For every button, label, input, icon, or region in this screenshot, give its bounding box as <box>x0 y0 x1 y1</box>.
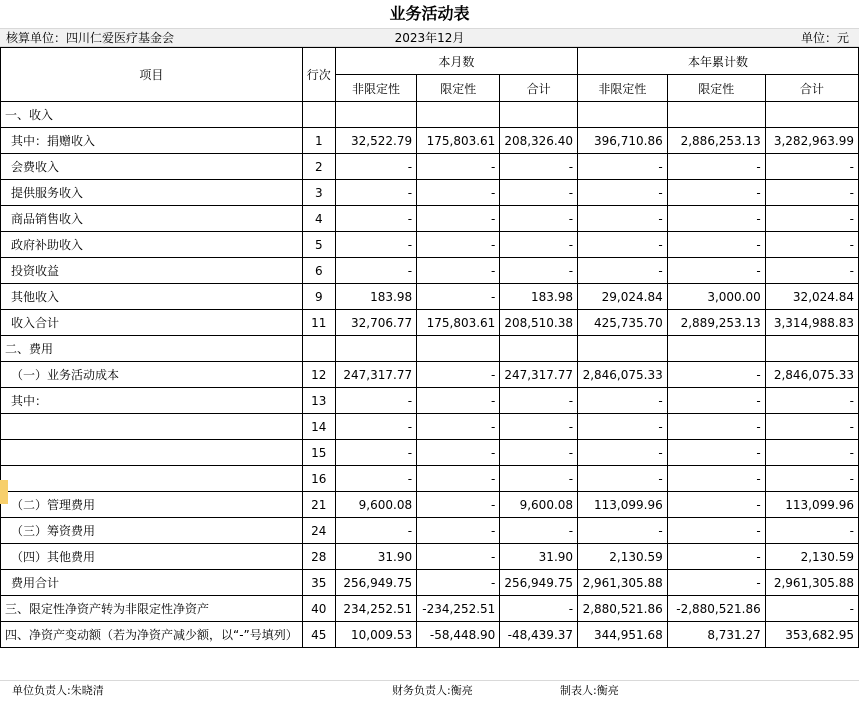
month-unrestricted-cell[interactable]: - <box>335 466 416 492</box>
ytd-restricted-cell[interactable]: -2,880,521.86 <box>667 596 765 622</box>
row-label-cell[interactable]: 四、净资产变动额（若为净资产减少额，以“-”号填列） <box>1 622 303 648</box>
footer-preparer: 制表人:衡亮 <box>560 684 619 697</box>
month-unrestricted-cell[interactable]: - <box>335 180 416 206</box>
month-unrestricted-cell[interactable] <box>335 102 416 128</box>
ytd-restricted-cell[interactable]: - <box>667 154 765 180</box>
row-label-cell[interactable]: 收入合计 <box>1 310 303 336</box>
table-row <box>1 102 859 128</box>
report-title: 业务活动表 <box>389 4 470 23</box>
ytd-total-cell[interactable]: 3,314,988.83 <box>765 310 858 336</box>
row-label-cell[interactable]: 其中： <box>1 388 303 414</box>
ytd-total-cell[interactable]: - <box>765 466 858 492</box>
ytd-total-cell[interactable]: - <box>765 414 858 440</box>
header-ytd[interactable]: 本年累计数 <box>578 48 859 75</box>
table-row <box>1 544 859 570</box>
ytd-restricted-cell[interactable]: - <box>667 206 765 232</box>
row-label-cell[interactable]: 一、收入 <box>1 102 303 128</box>
ytd-restricted-cell[interactable]: - <box>667 466 765 492</box>
ytd-unrestricted-cell[interactable]: 2,880,521.86 <box>578 596 668 622</box>
header-month-restricted[interactable]: 限定性 <box>417 75 500 102</box>
ytd-restricted-cell[interactable]: - <box>667 518 765 544</box>
row-line-cell[interactable]: 1 <box>302 128 335 154</box>
month-unrestricted-cell[interactable]: - <box>335 440 416 466</box>
row-line-cell[interactable]: 16 <box>302 466 335 492</box>
row-line-cell[interactable]: 15 <box>302 440 335 466</box>
month-restricted-cell[interactable]: 175,803.61 <box>417 128 500 154</box>
table-row <box>1 180 859 206</box>
ytd-unrestricted-cell[interactable]: - <box>578 154 668 180</box>
ytd-restricted-cell[interactable]: 2,889,253.13 <box>667 310 765 336</box>
table-row <box>1 336 859 362</box>
ytd-unrestricted-cell[interactable] <box>578 102 668 128</box>
report-meta-row <box>0 28 859 47</box>
month-unrestricted-cell[interactable]: 31.90 <box>335 544 416 570</box>
month-total-cell[interactable]: 208,510.38 <box>500 310 578 336</box>
ytd-restricted-cell[interactable]: - <box>667 232 765 258</box>
ytd-restricted-cell[interactable] <box>667 336 765 362</box>
table-row <box>1 154 859 180</box>
ytd-unrestricted-cell[interactable]: - <box>578 518 668 544</box>
month-restricted-cell[interactable]: - <box>417 570 500 596</box>
table-row <box>1 466 859 492</box>
ytd-restricted-cell[interactable]: - <box>667 362 765 388</box>
row-label-cell[interactable] <box>1 414 303 440</box>
row-label-cell[interactable]: （二）管理费用 <box>1 492 303 518</box>
month-restricted-cell[interactable]: - <box>417 440 500 466</box>
month-total-cell[interactable]: - <box>500 414 578 440</box>
month-unrestricted-cell[interactable]: 256,949.75 <box>335 570 416 596</box>
row-label-cell[interactable]: 二、费用 <box>1 336 303 362</box>
ytd-restricted-cell[interactable]: - <box>667 570 765 596</box>
ytd-unrestricted-cell[interactable]: 396,710.86 <box>578 128 668 154</box>
month-unrestricted-cell[interactable]: 32,706.77 <box>335 310 416 336</box>
month-restricted-cell[interactable]: - <box>417 466 500 492</box>
row-line-cell[interactable]: 13 <box>302 388 335 414</box>
ytd-total-cell[interactable]: 2,130.59 <box>765 544 858 570</box>
row-line-cell[interactable]: 45 <box>302 622 335 648</box>
month-total-cell[interactable]: 247,317.77 <box>500 362 578 388</box>
ytd-restricted-cell[interactable]: - <box>667 258 765 284</box>
month-total-cell[interactable]: -48,439.37 <box>500 622 578 648</box>
ytd-unrestricted-cell[interactable]: - <box>578 206 668 232</box>
ytd-total-cell[interactable]: - <box>765 232 858 258</box>
month-total-cell[interactable]: - <box>500 206 578 232</box>
month-restricted-cell[interactable]: - <box>417 492 500 518</box>
ytd-restricted-cell[interactable]: - <box>667 492 765 518</box>
month-total-cell[interactable]: - <box>500 154 578 180</box>
ytd-unrestricted-cell[interactable]: 113,099.96 <box>578 492 668 518</box>
header-month-unrestricted[interactable]: 非限定性 <box>335 75 416 102</box>
month-total-cell[interactable]: 208,326.40 <box>500 128 578 154</box>
month-unrestricted-cell[interactable]: - <box>335 154 416 180</box>
ytd-total-cell[interactable]: 353,682.95 <box>765 622 858 648</box>
ytd-restricted-cell[interactable] <box>667 102 765 128</box>
header-item[interactable]: 项目 <box>1 48 303 102</box>
month-unrestricted-cell[interactable]: 247,317.77 <box>335 362 416 388</box>
ytd-unrestricted-cell[interactable]: - <box>578 440 668 466</box>
month-restricted-cell[interactable]: - <box>417 258 500 284</box>
month-restricted-cell[interactable]: - <box>417 544 500 570</box>
row-line-cell[interactable]: 28 <box>302 544 335 570</box>
row-label-cell[interactable]: （四）其他费用 <box>1 544 303 570</box>
header-ytd-total[interactable]: 合计 <box>765 75 858 102</box>
month-restricted-cell[interactable]: - <box>417 388 500 414</box>
month-restricted-cell[interactable]: -58,448.90 <box>417 622 500 648</box>
row-line-cell[interactable]: 6 <box>302 258 335 284</box>
row-label-cell[interactable]: （一）业务活动成本 <box>1 362 303 388</box>
table-row <box>1 414 859 440</box>
month-unrestricted-cell[interactable]: - <box>335 414 416 440</box>
ytd-unrestricted-cell[interactable]: - <box>578 466 668 492</box>
month-restricted-cell[interactable]: - <box>417 362 500 388</box>
month-total-cell[interactable]: 183.98 <box>500 284 578 310</box>
header-month[interactable]: 本月数 <box>335 48 577 75</box>
ytd-restricted-cell[interactable]: 2,886,253.13 <box>667 128 765 154</box>
ytd-total-cell[interactable]: 2,961,305.88 <box>765 570 858 596</box>
ytd-unrestricted-cell[interactable]: - <box>578 388 668 414</box>
ytd-total-cell[interactable]: - <box>765 518 858 544</box>
month-unrestricted-cell[interactable]: 234,252.51 <box>335 596 416 622</box>
header-month-total[interactable]: 合计 <box>500 75 578 102</box>
ytd-total-cell[interactable]: 32,024.84 <box>765 284 858 310</box>
ytd-unrestricted-cell[interactable]: 2,846,075.33 <box>578 362 668 388</box>
row-label-cell[interactable]: 商品销售收入 <box>1 206 303 232</box>
ytd-restricted-cell[interactable]: 8,731.27 <box>667 622 765 648</box>
month-total-cell[interactable]: - <box>500 232 578 258</box>
row-label-cell[interactable]: 提供服务收入 <box>1 180 303 206</box>
table-row <box>1 492 859 518</box>
ytd-total-cell[interactable]: - <box>765 258 858 284</box>
month-total-cell[interactable]: - <box>500 180 578 206</box>
ytd-total-cell[interactable]: 3,282,963.99 <box>765 128 858 154</box>
ytd-restricted-cell[interactable]: 3,000.00 <box>667 284 765 310</box>
ytd-unrestricted-cell[interactable]: 425,735.70 <box>578 310 668 336</box>
table-row <box>1 570 859 596</box>
table-row <box>1 362 859 388</box>
row-line-cell[interactable]: 12 <box>302 362 335 388</box>
signature-footer <box>0 680 859 701</box>
row-label-cell[interactable]: 三、限定性净资产转为非限定性净资产 <box>1 596 303 622</box>
org-label: 核算单位：四川仁爱医疗基金会 <box>6 31 175 45</box>
header-ytd-unrestricted[interactable]: 非限定性 <box>578 75 668 102</box>
row-label-cell[interactable]: 政府补助收入 <box>1 232 303 258</box>
month-restricted-cell[interactable]: - <box>417 518 500 544</box>
ytd-restricted-cell[interactable]: - <box>667 440 765 466</box>
table-row <box>1 518 859 544</box>
month-total-cell[interactable] <box>500 102 578 128</box>
table-row <box>1 284 859 310</box>
footer-head: 单位负责人:朱晓清 <box>12 684 104 697</box>
row-line-cell[interactable]: 11 <box>302 310 335 336</box>
month-unrestricted-cell[interactable]: 10,009.53 <box>335 622 416 648</box>
row-label-cell[interactable]: 其他收入 <box>1 284 303 310</box>
month-unrestricted-cell[interactable]: 183.98 <box>335 284 416 310</box>
month-restricted-cell[interactable]: - <box>417 232 500 258</box>
ytd-unrestricted-cell[interactable]: 2,130.59 <box>578 544 668 570</box>
month-restricted-cell[interactable]: 175,803.61 <box>417 310 500 336</box>
ytd-unrestricted-cell[interactable]: - <box>578 258 668 284</box>
table-row <box>1 622 859 648</box>
ytd-total-cell[interactable] <box>765 102 858 128</box>
ytd-total-cell[interactable] <box>765 336 858 362</box>
row-selection-marker <box>0 480 8 504</box>
month-unrestricted-cell[interactable]: - <box>335 232 416 258</box>
row-label-cell[interactable]: 投资收益 <box>1 258 303 284</box>
ytd-total-cell[interactable]: - <box>765 206 858 232</box>
ytd-restricted-cell[interactable]: - <box>667 180 765 206</box>
month-total-cell[interactable]: - <box>500 596 578 622</box>
ytd-total-cell[interactable]: - <box>765 596 858 622</box>
month-unrestricted-cell[interactable]: - <box>335 388 416 414</box>
table-row <box>1 232 859 258</box>
row-line-cell[interactable] <box>302 336 335 362</box>
month-total-cell[interactable]: - <box>500 258 578 284</box>
month-restricted-cell[interactable] <box>417 336 500 362</box>
row-label-cell[interactable]: 其中：捐赠收入 <box>1 128 303 154</box>
row-line-cell[interactable]: 2 <box>302 154 335 180</box>
table-row <box>1 128 859 154</box>
month-total-cell[interactable]: - <box>500 466 578 492</box>
ytd-total-cell[interactable]: - <box>765 388 858 414</box>
ytd-restricted-cell[interactable]: - <box>667 414 765 440</box>
row-line-cell[interactable]: 14 <box>302 414 335 440</box>
footer-finance: 财务负责人:衡亮 <box>392 684 473 697</box>
month-unrestricted-cell[interactable]: 9,600.08 <box>335 492 416 518</box>
month-unrestricted-cell[interactable]: - <box>335 518 416 544</box>
month-total-cell[interactable]: - <box>500 388 578 414</box>
ytd-unrestricted-cell[interactable]: 344,951.68 <box>578 622 668 648</box>
ytd-unrestricted-cell[interactable]: 29,024.84 <box>578 284 668 310</box>
row-label-cell[interactable]: 会费收入 <box>1 154 303 180</box>
month-restricted-cell[interactable]: - <box>417 154 500 180</box>
ytd-restricted-cell[interactable]: - <box>667 544 765 570</box>
ytd-unrestricted-cell[interactable]: - <box>578 414 668 440</box>
unit-label: 单位：元 <box>800 31 849 45</box>
table-row <box>1 258 859 284</box>
table-row <box>1 440 859 466</box>
table-row <box>1 388 859 414</box>
month-restricted-cell[interactable]: - <box>417 284 500 310</box>
ytd-restricted-cell[interactable]: - <box>667 388 765 414</box>
ytd-unrestricted-cell[interactable]: - <box>578 232 668 258</box>
month-restricted-cell[interactable]: - <box>417 414 500 440</box>
row-line-cell[interactable]: 21 <box>302 492 335 518</box>
table-row <box>1 206 859 232</box>
row-line-cell[interactable]: 40 <box>302 596 335 622</box>
ytd-total-cell[interactable]: 2,846,075.33 <box>765 362 858 388</box>
row-line-cell[interactable]: 24 <box>302 518 335 544</box>
ytd-total-cell[interactable]: 113,099.96 <box>765 492 858 518</box>
period-label: 2023年12月 <box>394 31 465 45</box>
activity-table <box>0 47 859 648</box>
month-unrestricted-cell[interactable]: - <box>335 258 416 284</box>
ytd-unrestricted-cell[interactable]: - <box>578 180 668 206</box>
ytd-unrestricted-cell[interactable] <box>578 336 668 362</box>
row-label-cell[interactable]: 费用合计 <box>1 570 303 596</box>
table-row <box>1 596 859 622</box>
row-line-cell[interactable]: 4 <box>302 206 335 232</box>
header-line[interactable]: 行次 <box>302 48 335 102</box>
month-unrestricted-cell[interactable]: 32,522.79 <box>335 128 416 154</box>
ytd-total-cell[interactable]: - <box>765 440 858 466</box>
month-restricted-cell[interactable]: - <box>417 180 500 206</box>
month-unrestricted-cell[interactable]: - <box>335 206 416 232</box>
month-total-cell[interactable] <box>500 336 578 362</box>
row-line-cell[interactable]: 9 <box>302 284 335 310</box>
month-total-cell[interactable]: 9,600.08 <box>500 492 578 518</box>
ytd-total-cell[interactable]: - <box>765 180 858 206</box>
month-total-cell[interactable]: - <box>500 440 578 466</box>
month-total-cell[interactable]: 31.90 <box>500 544 578 570</box>
month-restricted-cell[interactable]: - <box>417 206 500 232</box>
ytd-total-cell[interactable]: - <box>765 154 858 180</box>
row-line-cell[interactable] <box>302 102 335 128</box>
month-total-cell[interactable]: - <box>500 518 578 544</box>
month-unrestricted-cell[interactable] <box>335 336 416 362</box>
ytd-unrestricted-cell[interactable]: 2,961,305.88 <box>578 570 668 596</box>
row-label-cell[interactable] <box>1 440 303 466</box>
row-line-cell[interactable]: 35 <box>302 570 335 596</box>
month-total-cell[interactable]: 256,949.75 <box>500 570 578 596</box>
row-label-cell[interactable] <box>1 466 303 492</box>
row-line-cell[interactable]: 5 <box>302 232 335 258</box>
month-restricted-cell[interactable]: -234,252.51 <box>417 596 500 622</box>
row-line-cell[interactable]: 3 <box>302 180 335 206</box>
month-restricted-cell[interactable] <box>417 102 500 128</box>
table-row <box>1 310 859 336</box>
row-label-cell[interactable]: （三）筹资费用 <box>1 518 303 544</box>
header-ytd-restricted[interactable]: 限定性 <box>667 75 765 102</box>
